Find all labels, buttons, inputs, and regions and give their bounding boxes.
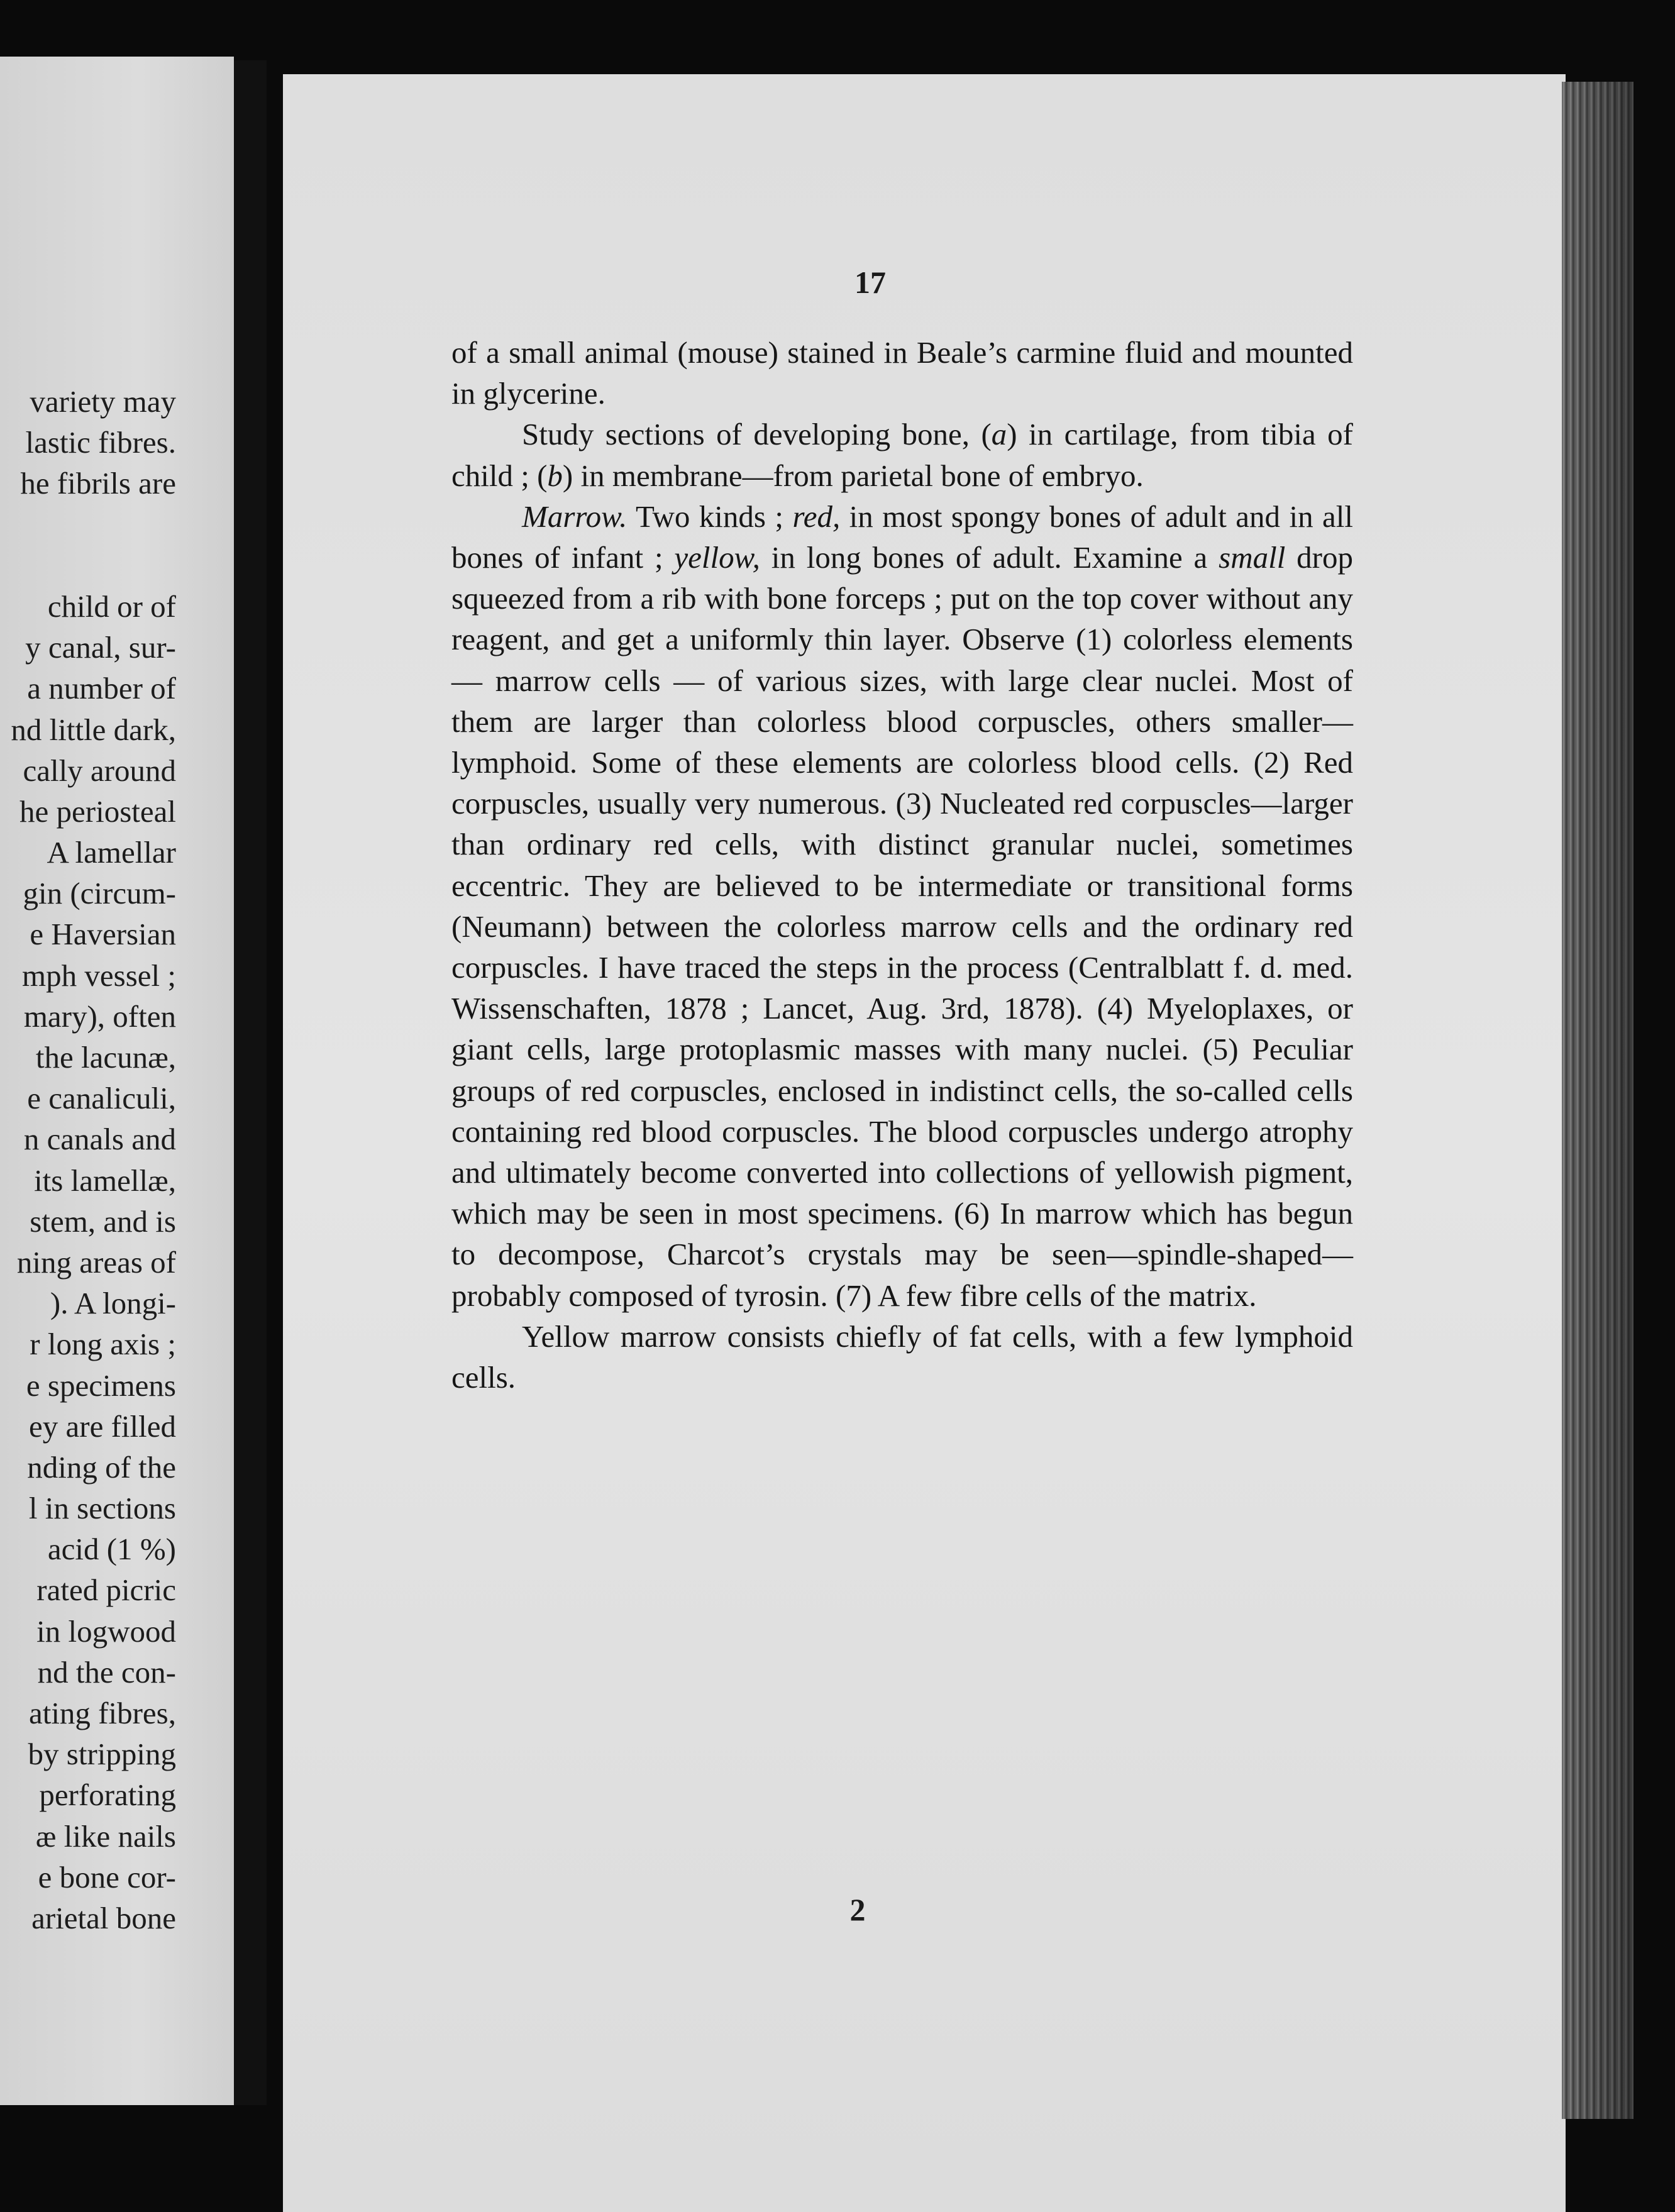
left-page-line: lastic fibres. — [25, 425, 176, 460]
left-page-line: e canaliculi, — [27, 1081, 176, 1116]
paragraph-2 — [451, 414, 1353, 495]
paragraph-2-letter-a: a — [991, 417, 1007, 452]
left-page-line: æ like nails — [35, 1818, 176, 1854]
term-yellow: yellow, — [674, 540, 760, 575]
left-page-line: nd little dark, — [11, 712, 176, 747]
left-page-line: mary), often — [23, 998, 176, 1034]
left-page-line: variety may — [30, 384, 176, 419]
left-page-line: a number of — [27, 671, 176, 706]
left-page-line: n canals and — [23, 1122, 176, 1157]
paragraph-3-text-a: Two kinds ; — [627, 499, 793, 534]
left-page-line: l in sections — [28, 1491, 176, 1526]
left-page-line: he periosteal — [19, 794, 176, 829]
left-page-line — [0, 504, 176, 545]
left-page-line: by stripping — [28, 1737, 176, 1772]
left-page-line: gin (circum- — [23, 876, 176, 911]
paragraph-2-text-c: ) in membrane—from parietal bone of embryo. — [562, 458, 1144, 493]
paragraph-2-text-a: Study sections of developing bone, ( — [522, 417, 992, 452]
left-page-line: y canal, sur- — [25, 630, 176, 665]
term-small: small — [1219, 540, 1286, 575]
paragraph-4: Yellow marrow consists chiefly of fat cells, with a few lymphoid cells. — [451, 1319, 1353, 1395]
left-page-line: nding of the — [27, 1449, 176, 1485]
left-page-line: e specimens — [26, 1368, 176, 1403]
left-page-line: cally around — [23, 753, 176, 788]
page-number: 17 — [854, 265, 886, 300]
left-page-line: ning areas of — [16, 1244, 176, 1280]
left-page-line: rated picric — [36, 1573, 176, 1608]
left-page-line: stem, and is — [30, 1203, 176, 1239]
left-facing-page — [0, 57, 234, 2105]
left-page-line: arietal bone — [31, 1900, 176, 1935]
paragraph-2-text-b: ) in cartilage, from tibia of child ; ( — [451, 417, 1353, 493]
left-page-line: child or of — [47, 589, 176, 624]
paragraph-3 — [451, 496, 1353, 1316]
paragraph-1: of a small animal (mouse) stained in Beale’s carmine fluid and mounted in glycerine. — [451, 335, 1353, 411]
left-page-line: mph vessel ; — [22, 958, 176, 993]
left-page-line: ating fibres, — [28, 1696, 176, 1730]
left-page-line: in logwood — [36, 1613, 176, 1649]
left-page-line: r long axis ; — [30, 1327, 176, 1362]
signature-mark: 2 — [849, 1892, 866, 1927]
paragraph-3-text-c: in long bones of adult. Examine a — [760, 540, 1219, 575]
left-page-text — [0, 381, 176, 1938]
left-page-line: the lacunæ, — [35, 1040, 176, 1075]
left-page-line: acid (1 %) — [47, 1532, 176, 1567]
marrow-heading: Marrow. — [522, 499, 627, 534]
left-page-line: nd the con- — [37, 1654, 176, 1689]
left-page-line: e bone cor- — [38, 1859, 176, 1894]
body-text — [451, 332, 1353, 1398]
left-page-line: its lamellæ, — [34, 1163, 176, 1198]
left-page-line: ). A longi- — [50, 1286, 176, 1321]
term-red: red, — [792, 499, 841, 534]
left-page-line: e Haversian — [30, 917, 176, 952]
paragraph-3-text-d: drop squeezed from a rib with bone forceps ; put on the top cover without any reagent, and get a uniformly thin layer. Observe (1) colorless elements — marrow cells — of various sizes, with large clear nuclei. Most of them are larger than colorless blood corpuscles, others smaller—lymphoid. Some of these elements are colorless blood cells. (2) Red corpuscles, usually very numerous. (3) Nucleated red corpuscles—larger than ordinary red cells, with distinct granular nuclei, sometimes eccentric. They are believed to be intermediate or transitional forms (Neumann) between the colorless marrow cells and the ordinary red corpuscles. I have traced the steps in the process (Centralblatt f. d. med. Wissenschaften, 1878 ; Lancet, Aug. 3rd, 1878). (4) Myeloplaxes, or giant cells, large protoplasmic masses with many nuclei. (5) Peculiar groups of red corpuscles, enclosed in indistinct cells, the so-called cells containing red blood corpuscles. The blood corpuscles undergo atrophy and ultimately become converted into collections of yellowish pigment, which may be seen in most specimens. (6) In marrow which has begun to decompose, Charcot’s crystals may be seen—spindle-shaped—probably composed of tyrosin. (7) A few fibre cells of the matrix. — [451, 540, 1354, 1313]
left-page-line: ey are filled — [29, 1408, 176, 1444]
paragraph-2-letter-b: b — [547, 458, 563, 493]
left-page-line — [0, 545, 176, 586]
page-edges-shadow — [1562, 82, 1634, 2119]
left-page-line: he fibrils are — [20, 466, 176, 501]
paragraph-3-text-b: in most spongy bones of adult and in all bones of infant ; — [451, 499, 1353, 575]
left-page-line: perforating — [39, 1778, 176, 1813]
left-page-line: A lamellar — [47, 835, 176, 870]
book-gutter — [234, 60, 267, 2105]
